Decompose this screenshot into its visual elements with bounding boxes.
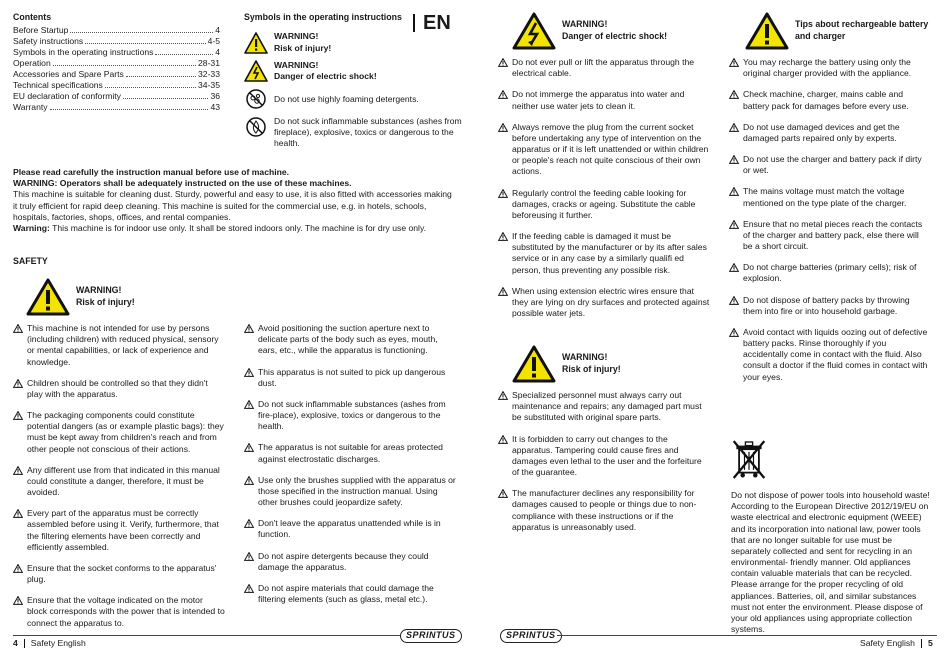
safety-item <box>244 551 456 573</box>
small-warning-icon <box>498 58 508 79</box>
small-warning-icon <box>13 411 23 455</box>
contents-item-label: Accessories and Spare Parts <box>13 69 124 80</box>
contents-item <box>13 80 220 91</box>
small-warning-icon <box>498 391 508 424</box>
safety-item-text: You may recharge the battery using only the original charger provided with the appliance. <box>743 57 912 79</box>
contents-item <box>13 25 220 36</box>
safety-item <box>498 188 710 222</box>
safety-item-text: Children should be controlled so that they didn't play with the apparatus. <box>27 377 208 399</box>
safety-item-text: The apparatus is not suitable for areas protected against electrostatic discharges. <box>258 442 443 464</box>
contents-item-page: 32-33 <box>198 69 220 80</box>
safety-item-text: Do not aspire materials that could damage the filtering elements (such as glass, metal etc.). <box>258 582 434 605</box>
safety-item <box>13 410 225 455</box>
language-bar <box>413 14 415 32</box>
contents-item <box>13 36 220 47</box>
contents-leader <box>50 109 209 110</box>
safety-item <box>244 323 456 357</box>
small-warning-icon <box>13 564 23 585</box>
small-warning-icon <box>244 324 254 357</box>
contents-item-page: 36 <box>210 91 220 102</box>
footer-left <box>13 638 86 649</box>
electric-shock-triangle-icon <box>244 60 268 82</box>
contents-list <box>13 25 220 113</box>
small-warning-icon <box>498 123 508 178</box>
small-warning-icon <box>498 489 508 533</box>
safety-item-text: Avoid contact with liquids oozing out of defective battery packs. Rinse thoroughly if you accidentally come in contact with the fluid. Also consult a doctor if the fluid comes in contact with your eyes. <box>743 326 928 382</box>
contents-item-page: 4 <box>215 25 220 36</box>
contents-item-label: EU declaration of conformity <box>13 91 121 102</box>
safety-item-text: Avoid positioning the suction aperture next to delicate parts of the body such as eyes, mouth, ears, etc., while the apparatus is functioning. <box>258 323 438 356</box>
symbols-title: Symbols in the operating instructions <box>244 12 402 22</box>
safety-item-text: Do not aspire detergents because they could damage the apparatus. <box>258 550 429 572</box>
symbol-4-line2: fireplace), explosive, toxics or dangerous to the health. <box>274 127 454 149</box>
battery-tips-title-line2: and charger <box>795 31 846 41</box>
safety-item-text: The mains voltage must match the voltage mentioned on the type plate of the charger. <box>743 186 907 208</box>
small-warning-icon <box>244 584 254 605</box>
contents-item-label: Operation <box>13 58 51 69</box>
symbol-row-flammable <box>244 116 464 150</box>
safety-list-col1 <box>13 323 225 639</box>
symbol-2-line1: WARNING! <box>274 59 319 70</box>
small-warning-icon <box>729 123 739 144</box>
small-warning-icon <box>13 324 23 368</box>
small-warning-icon <box>498 189 508 222</box>
footer-left-label: Safety English <box>30 638 86 648</box>
small-warning-icon <box>498 287 508 320</box>
warning-triangle-icon <box>26 278 70 316</box>
symbol-1-line2: Risk of injury! <box>274 42 332 53</box>
contents-item-page: 34-35 <box>198 80 220 91</box>
safety-item-text: When using extension electric wires ensure that they are lying on dry surfaces and protected against possible water jets. <box>512 285 710 319</box>
warning-triangle-icon <box>512 345 556 383</box>
safety-item-text: Do not suck inflammable substances (ashes from fire-place), explosive, toxics or dangerous to the health. <box>258 398 446 432</box>
safety-item <box>13 323 225 368</box>
no-flammable-substances-icon <box>244 116 268 138</box>
small-warning-icon <box>13 379 23 400</box>
injury-warning-line1: WARNING! <box>562 352 608 363</box>
footer-right <box>860 638 933 649</box>
warning-triangle-icon <box>244 32 268 54</box>
safety-item <box>13 378 225 400</box>
safety-item <box>729 327 929 383</box>
battery-list <box>729 57 929 393</box>
contents-leader <box>123 98 208 99</box>
small-warning-icon <box>729 90 739 111</box>
safety-item-text: Ensure that no metal pieces reach the contacts of the charger and battery pack, else there will be a short circuit. <box>743 218 923 252</box>
small-warning-icon <box>729 58 739 79</box>
small-warning-icon <box>13 596 23 629</box>
electric-warning-header <box>512 12 667 50</box>
intro-warning-text: This machine is for indoor use only. It shall be stored indoors only. The machine is for dry use only. <box>49 222 427 233</box>
safety-item-text: Check machine, charger, mains cable and battery pack for damages before every use. <box>743 89 909 111</box>
safety-item-text: Any different use from that indicated in this manual could constitute a danger, therefore, it must be avoided. <box>27 464 220 498</box>
safety-item-text: Do not charge batteries (primary cells); risk of explosion. <box>743 262 917 284</box>
language-code: EN <box>423 12 451 34</box>
intro-line-1: Please read carefully the instruction manual before use of machine. <box>13 167 290 177</box>
safety-warning-line2: Risk of injury! <box>76 297 135 307</box>
safety-item-text: Ensure that the socket conforms to the apparatus' plug. <box>27 562 217 585</box>
contents-item-page: 4-5 <box>207 36 220 47</box>
small-warning-icon <box>244 552 254 573</box>
safety-item-text: Do not dispose of battery packs by throwing them into fire or into household garbage. <box>743 294 910 316</box>
small-warning-icon <box>498 232 508 276</box>
electric-warning-line2: Danger of electric shock! <box>562 31 668 41</box>
contents-item <box>13 91 220 102</box>
contents-item <box>13 69 220 80</box>
footer-right-separator <box>921 639 922 648</box>
safety-item-text: Regularly control the feeding cable looking for damages, cracks or ageing. Substitute the cable beforeusing it further. <box>512 187 696 220</box>
safety-item <box>498 286 710 320</box>
safety-item-text: Every part of the apparatus must be correctly assembled before using it. Verify, furthermore, that the filtering elements have been correctly and efficiently assembled. <box>27 508 219 552</box>
footer-rule-left <box>13 635 400 636</box>
safety-item <box>13 563 225 585</box>
small-warning-icon <box>244 519 254 540</box>
safety-item-text: Ensure that the voltage indicated on the motor block corresponds with the power that is intended to connect the apparatus to. <box>27 595 225 628</box>
injury-warning-line2: Risk of injury! <box>562 364 621 374</box>
contents-item-page: 4 <box>215 47 220 58</box>
contents-leader <box>126 76 196 77</box>
battery-tips-header <box>745 12 928 50</box>
safety-item-text: The manufacturer declines any responsibility for damages caused to people or things due to non-compliance with these instructions or if the apparatus is unreasonably used. <box>512 488 697 532</box>
language-marker <box>413 10 451 36</box>
small-warning-icon <box>13 466 23 499</box>
safety-item <box>729 89 929 111</box>
safety-item <box>498 434 710 479</box>
safety-list-col2 <box>244 323 456 615</box>
safety-item-text: This machine is not intended for use by persons (including children) with reduced physical, sensory or mental capabilities, or lack of experience and knowledge. <box>27 323 219 367</box>
safety-item-text: Always remove the plug from the current socket before undertaking any type of intervention on the apparatus or if it is left unattended or within children or people's reach not quite conscious of their own actions. <box>512 121 709 177</box>
injury-list <box>498 390 710 543</box>
safety-item-text: The packaging components could constitute potential dangers (as or example plastic bags): they must be kept away from children's reach and from other people not conscious of their actions. <box>27 410 224 454</box>
symbol-1-line1: WARNING! <box>274 31 319 42</box>
contents-leader <box>155 54 213 55</box>
contents-item-label: Symbols in the operating instructions <box>13 47 154 58</box>
safety-item <box>498 390 710 424</box>
small-warning-icon <box>729 187 739 208</box>
safety-item <box>729 122 929 144</box>
safety-item <box>244 367 456 389</box>
safety-item <box>244 518 456 540</box>
brand-logo-right: SPRINTUS <box>500 629 562 643</box>
small-warning-icon <box>729 220 739 253</box>
electric-shock-triangle-icon <box>512 12 556 50</box>
intro-warning <box>13 223 458 234</box>
small-warning-icon <box>729 263 739 284</box>
contents-block <box>13 12 220 113</box>
crossed-bin-icon <box>731 438 767 482</box>
intro-line-2: WARNING: Operators shall be adequately instructed on the use of these machines. <box>13 178 352 189</box>
contents-leader <box>85 43 205 44</box>
warning-triangle-icon <box>745 12 789 50</box>
safety-item-text: It is forbidden to carry out changes to the apparatus. Tampering could cause fires and damages even lethal to the user and the forfeiture of the guarantee. <box>512 433 702 478</box>
safety-item <box>729 295 929 317</box>
safety-item-text: If the feeding cable is damaged it must be substituted by the manufacturer or by its after sales service or in any case by a similarly qualifi ed person, thus preventing any possible risk. <box>512 231 707 275</box>
small-warning-icon <box>244 443 254 464</box>
safety-item <box>13 465 225 499</box>
contents-item-page: 28-31 <box>198 58 220 69</box>
symbol-row-foam <box>244 88 464 110</box>
safety-item <box>498 488 710 533</box>
safety-item-text: Do not ever pull or lift the apparatus through the electrical cable. <box>512 57 695 79</box>
symbol-2-line2: Danger of electric shock! <box>274 70 377 81</box>
contents-item <box>13 58 220 69</box>
safety-item-text: Do not immerge the apparatus into water and neither use water jets to clean it. <box>512 89 685 111</box>
intro-body: This machine is suitable for cleaning dust. Sturdy, powerful and easy to use, it is also fitted with accessories making it truly efficient for rapid deep cleaning. This machine is suited for the commercial use, e.g. in hotels, schools, hospitals, factories, shops, offices, and rental companies. <box>13 189 452 222</box>
electric-warning-line1: WARNING! <box>562 19 608 30</box>
safety-item <box>244 399 456 433</box>
safety-item <box>498 89 710 111</box>
intro-block <box>13 167 458 234</box>
footer-rule-right <box>557 635 937 636</box>
safety-item <box>729 154 929 176</box>
small-warning-icon <box>244 476 254 509</box>
safety-item <box>498 122 710 178</box>
safety-item-text: Don't leave the apparatus unattended while is in function. <box>258 518 441 540</box>
safety-item <box>244 583 456 605</box>
small-warning-icon <box>729 296 739 317</box>
symbol-3-text: Do not use highly foaming detergents. <box>274 93 419 104</box>
footer-right-page: 5 <box>927 638 933 648</box>
safety-item-text: Specialized personnel must always carry out maintenance and repairs; any damaged part must be substituted with original spare parts. <box>512 390 702 423</box>
contents-title: Contents <box>13 12 52 22</box>
small-warning-icon <box>498 435 508 479</box>
safety-item <box>244 475 456 509</box>
safety-item <box>729 262 929 284</box>
safety-warning-header <box>26 278 135 316</box>
disposal-text: Do not dispose of power tools into household waste! According to the European Directive 2012/19/EU on waste electrical and electronic equipment (WEEE) and its incorporation into national law, power tools that are no longer suitable for use must be separately collected and sent for recycling in an environmental- friendly manner. Old appliances contain valuable materials that can be recycled. Please arrange for the proper recycling of old appliances. Batteries, oil, and similar substances must not enter the environment. Please dispose of your old appliances using appropriate collection systems. <box>731 490 930 635</box>
contents-item-page: 43 <box>210 102 220 113</box>
footer-left-page: 4 <box>13 638 18 648</box>
contents-item-label: Warranty <box>13 102 48 113</box>
contents-leader <box>105 87 196 88</box>
safety-item <box>498 231 710 276</box>
footer-right-label: Safety English <box>860 638 915 648</box>
safety-item <box>244 442 456 464</box>
small-warning-icon <box>498 90 508 111</box>
safety-warning-line1: WARNING! <box>76 285 122 296</box>
small-warning-icon <box>729 155 739 176</box>
contents-item <box>13 102 220 113</box>
contents-item-label: Technical specifications <box>13 80 103 91</box>
contents-leader <box>70 32 213 33</box>
small-warning-icon <box>244 400 254 433</box>
contents-item-label: Safety instructions <box>13 36 84 47</box>
safety-item-text: Do not use damaged devices and get the damaged parts repaired only by experts. <box>743 121 900 143</box>
battery-tips-title-line1: Tips about rechargeable battery <box>795 19 929 30</box>
safety-item-text: Do not use the charger and battery pack if dirty or wet. <box>743 154 922 176</box>
safety-item <box>13 595 225 629</box>
safety-item <box>13 508 225 553</box>
small-warning-icon <box>13 509 23 553</box>
safety-item <box>729 57 929 79</box>
safety-item-text: This apparatus is not suited to pick up dangerous dust. <box>258 366 446 388</box>
contents-item-label: Before Startup <box>13 25 69 36</box>
brand-logo-left: SPRINTUS <box>400 629 462 643</box>
electric-list <box>498 57 710 329</box>
no-foaming-detergent-icon <box>244 88 268 110</box>
contents-item <box>13 47 220 58</box>
injury-warning-header <box>512 345 621 383</box>
small-warning-icon <box>244 368 254 389</box>
small-warning-icon <box>729 328 739 383</box>
symbol-4-line1: Do not suck inflammable substances (ashes from <box>274 116 462 127</box>
safety-item <box>729 186 929 208</box>
contents-leader <box>53 65 196 66</box>
safety-item-text: Use only the brushes supplied with the apparatus or those specified in the instruction manual. Using other brushes could jeopardize safety. <box>258 474 456 508</box>
intro-warning-label: Warning: <box>13 222 50 233</box>
safety-item <box>498 57 710 79</box>
footer-left-separator <box>24 639 25 648</box>
symbol-row-electric <box>244 60 464 82</box>
safety-title: SAFETY <box>13 256 48 266</box>
safety-item <box>729 219 929 253</box>
